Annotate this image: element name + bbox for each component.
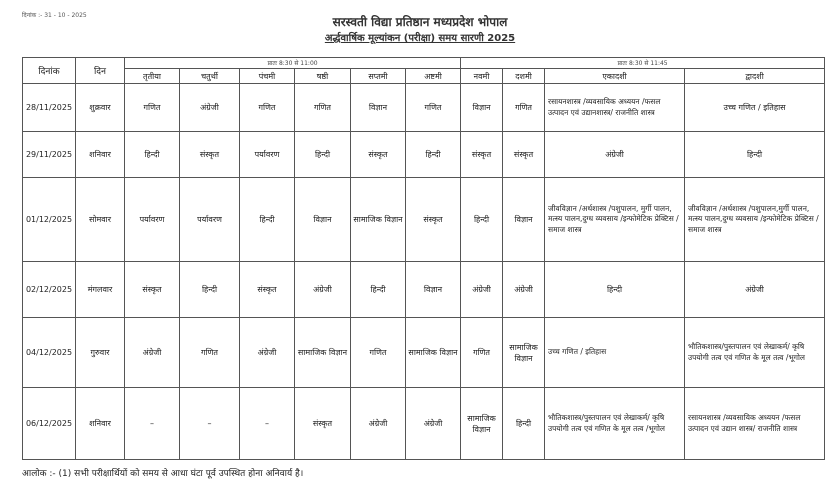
document-date-stamp: दिनांक :- 31 - 10 - 2025 — [22, 12, 87, 19]
table-row — [23, 262, 825, 318]
subject-cell: हिन्दी — [240, 178, 295, 262]
subject-cell: हिन्दी — [461, 178, 503, 262]
subject-cell: गणित — [406, 84, 461, 132]
subject-cell: गणित — [351, 318, 406, 388]
subject-cell: सामाजिक विज्ञान — [503, 318, 545, 388]
subject-cell: हिन्दी — [503, 388, 545, 460]
subject-cell: – — [240, 388, 295, 460]
subject-cell: अंग्रेजी — [180, 84, 240, 132]
subject-cell: हिन्दी — [125, 132, 180, 178]
header-class-11: एकादशी — [545, 69, 685, 84]
row-date: 01/12/2025 — [23, 178, 76, 262]
subject-cell: – — [125, 388, 180, 460]
subject-cell: उच्च गणित / इतिहास — [685, 84, 825, 132]
subject-cell: हिन्दी — [295, 132, 351, 178]
subject-cell: पर्यावरण — [180, 178, 240, 262]
header-class-10: दशमी — [503, 69, 545, 84]
header-class-6: षष्ठी — [295, 69, 351, 84]
footer-note: आलोक :- (1) सभी परीक्षार्थियों को समय से आधा घंटा पूर्व उपस्थित होना अनिवार्य है। — [22, 469, 304, 479]
subject-cell: उच्च गणित / इतिहास — [545, 318, 685, 388]
header-class-4: चतुर्थी — [180, 69, 240, 84]
document-title: सरस्वती विद्या प्रतिष्ठान मध्यप्रदेश भोपाल — [332, 15, 508, 29]
row-date: 28/11/2025 — [23, 84, 76, 132]
row-date: 06/12/2025 — [23, 388, 76, 460]
subject-cell: सामाजिक विज्ञान — [461, 388, 503, 460]
row-date: 02/12/2025 — [23, 262, 76, 318]
subject-cell: संस्कृत — [240, 262, 295, 318]
row-day: गुरुवार — [76, 318, 125, 388]
row-day: शनिवार — [76, 132, 125, 178]
subject-cell: अंग्रेजी — [125, 318, 180, 388]
subject-cell: भौतिकशास्त्र/पुस्तपालन एवं लेखाकर्म/ कृषि उपयोगी तत्व एवं गणित के मूल तत्व /भूगोल — [685, 318, 825, 388]
subject-cell: अंग्रेजी — [503, 262, 545, 318]
document-subtitle: अर्द्धवार्षिक मूल्यांकन (परीक्षा) समय सारणी 2025 — [324, 33, 516, 44]
subject-cell: गणित — [180, 318, 240, 388]
table-row — [23, 132, 825, 178]
subject-cell: सामाजिक विज्ञान — [295, 318, 351, 388]
table-row — [23, 84, 825, 132]
subject-cell: संस्कृत — [295, 388, 351, 460]
header-day: दिन — [76, 58, 125, 84]
row-date: 29/11/2025 — [23, 132, 76, 178]
subject-cell: अंग्रेजी — [240, 318, 295, 388]
subject-cell: हिन्दी — [685, 132, 825, 178]
subject-cell: हिन्दी — [351, 262, 406, 318]
row-day: मंगलवार — [76, 262, 125, 318]
subject-cell: विज्ञान — [351, 84, 406, 132]
header-date: दिनांक — [23, 58, 76, 84]
header-class-12: द्वादशी — [685, 69, 825, 84]
subject-cell: विज्ञान — [503, 178, 545, 262]
subject-cell: अंग्रेजी — [461, 262, 503, 318]
table-row — [23, 178, 825, 262]
subject-cell: गणित — [503, 84, 545, 132]
subject-cell: जीवविज्ञान /अर्थशास्त्र /पशुपालन, मुर्गी पालन, मत्स्य पालन,दुग्ध व्यवसाय /इन्फोमेटिक प्रेक्टिस /समाज शास्त्र — [545, 178, 685, 262]
subject-cell: विज्ञान — [406, 262, 461, 318]
row-day: शुक्रवार — [76, 84, 125, 132]
row-date: 04/12/2025 — [23, 318, 76, 388]
subject-cell: पर्यावरण — [240, 132, 295, 178]
subject-cell: अंग्रेजी — [406, 388, 461, 460]
subject-cell: पर्यावरण — [125, 178, 180, 262]
subject-cell: अंग्रेजी — [351, 388, 406, 460]
subject-cell: हिन्दी — [180, 262, 240, 318]
subject-cell: विज्ञान — [295, 178, 351, 262]
table-row — [23, 318, 825, 388]
exam-timetable — [22, 57, 825, 460]
subject-cell: जीवविज्ञान /अर्थशास्त्र /पशुपालन,मुर्गी पालन, मत्स्य पालन,दुग्ध व्यवसाय /इन्फोमेटिक प्रेक्टिस /समाज शास्त्र — [685, 178, 825, 262]
subject-cell: सामाजिक विज्ञान — [406, 318, 461, 388]
subject-cell: रसायनशास्त्र /व्यवसायिक अध्ययन /फसल उत्पादन एवं उद्यान शास्त्र/ राजनीति शास्त्र — [685, 388, 825, 460]
subject-cell: गणित — [461, 318, 503, 388]
header-class-8: अष्टमी — [406, 69, 461, 84]
subject-cell: हिन्दी — [545, 262, 685, 318]
subject-cell: सामाजिक विज्ञान — [351, 178, 406, 262]
header-class-9: नवमी — [461, 69, 503, 84]
subject-cell: संस्कृत — [461, 132, 503, 178]
subject-cell: भौतिकशास्त्र/पुस्तपालन एवं लेखाकर्म/ कृषि उपयोगी तत्व एवं गणित के मूल तत्व /भूगोल — [545, 388, 685, 460]
header-class-5: पंचमी — [240, 69, 295, 84]
subject-cell: संस्कृत — [351, 132, 406, 178]
subject-cell: हिन्दी — [406, 132, 461, 178]
subject-cell: संस्कृत — [180, 132, 240, 178]
subject-cell: संस्कृत — [125, 262, 180, 318]
subject-cell: अंग्रेजी — [295, 262, 351, 318]
subject-cell: रसायनशास्त्र /व्यवसायिक अध्ययन /फसल उत्पादन एवं उद्यानशास्त्र/ राजनीति शास्त्र — [545, 84, 685, 132]
subject-cell: संस्कृत — [406, 178, 461, 262]
header-time-slot-2: प्रातः 8:30 से 11:45 — [461, 58, 825, 69]
subject-cell: गणित — [295, 84, 351, 132]
subject-cell: अंग्रेजी — [685, 262, 825, 318]
table-row — [23, 388, 825, 460]
subject-cell: गणित — [240, 84, 295, 132]
subject-cell: अंग्रेजी — [545, 132, 685, 178]
subject-cell: गणित — [125, 84, 180, 132]
row-day: शनिवार — [76, 388, 125, 460]
subject-cell: – — [180, 388, 240, 460]
row-day: सोमवार — [76, 178, 125, 262]
header-class-3: तृतीया — [125, 69, 180, 84]
subject-cell: संस्कृत — [503, 132, 545, 178]
subject-cell: विज्ञान — [461, 84, 503, 132]
header-time-slot-1: प्रातः 8:30 से 11:00 — [125, 58, 461, 69]
header-class-7: सप्तमी — [351, 69, 406, 84]
